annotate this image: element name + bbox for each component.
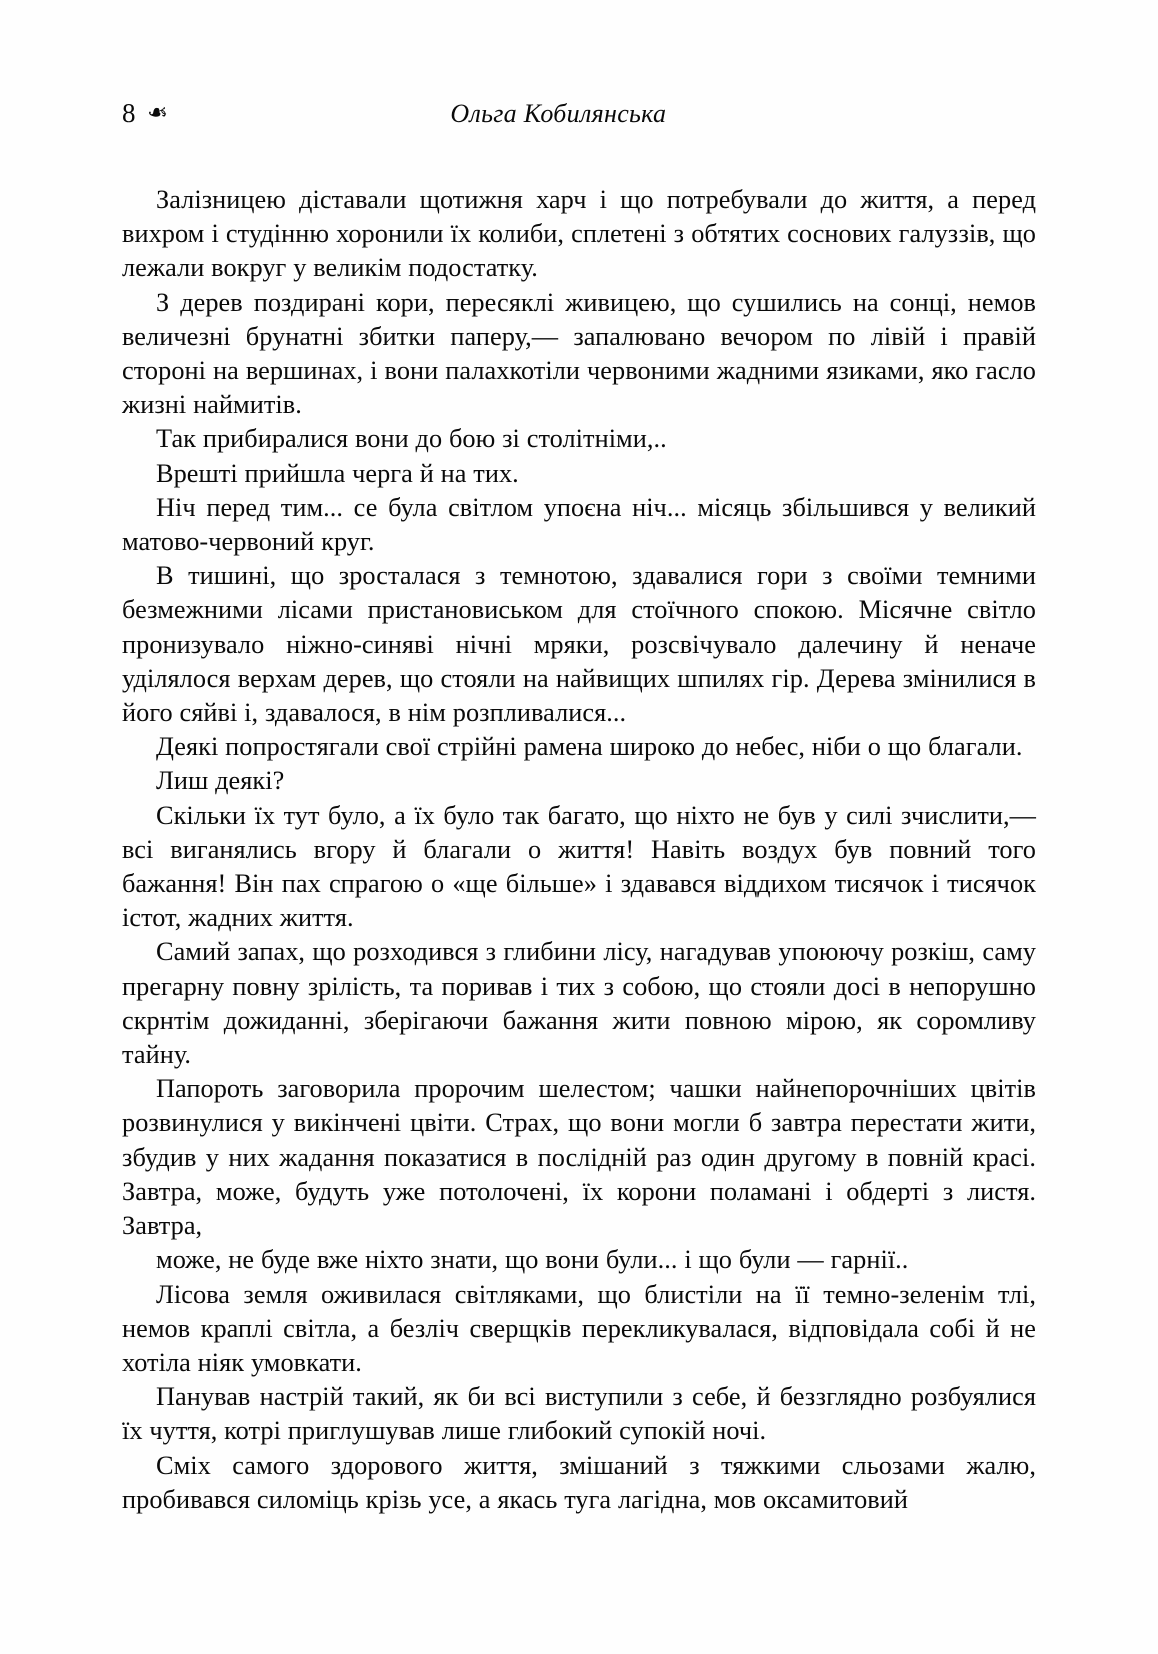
paragraph: Папороть заговорила пророчим шелестом; чашки найнепорочніших цвітів розвинулися у викінчені цвіти. Страх, що вони могли б завтра перестати жити, збудив у них жадання показатися в послідній раз один другому в повній красі. Завтра, може, будуть уже потолочені, їх корони поламані і обдерті з листя. Завтра, (122, 1074, 1036, 1241)
page-number: 8 (122, 98, 136, 128)
paragraph: Деякі попростягали свої стрійні рамена широко до небес, ніби о що благали. (156, 732, 1023, 762)
paragraph: Лісова земля оживилася світляками, що блистіли на її темно-зеленім тлі, немов краплі світла, а безліч сверщків перекликувалася, відповідала собі й не хотіла ніяк умовкати. (122, 1279, 1036, 1377)
folio-group (122, 100, 168, 127)
paragraph: Ніч перед тим... се була світлом упоєна ніч... місяць збільшився у великий матово-червоний круг. (122, 492, 1036, 557)
running-title: Ольга Кобилянська (450, 99, 667, 128)
paragraph: Скільки їх тут було, а їх було так багато, що ніхто не був у силі зчислити,— всі виганялись вгору й благали о життя! Навіть воздух був повний того бажання! Він пах спрагою о «ще більше» і здавався віддихом тисячок і тисячок істот, жадних життя. (122, 800, 1036, 933)
running-head (122, 100, 1035, 140)
fleuron-ornament-icon: ❧ (146, 100, 168, 127)
paragraph: Самий запах, що розходився з глибини лісу, нагадував упоюючу розкіш, саму прегарну повну зрілість, та поривав і тих з собою, що стояли досі в непорушно скрнтім дожиданні, зберігаючи бажання жити повною мірою, як соромливу тайну. (122, 937, 1036, 1070)
paragraph: Лиш деякі? (156, 766, 285, 796)
paragraph: Сміх самого здорового життя, змішаний з тяжкими сльозами жалю, пробивався силоміць крізь усе, а якась туга лагідна, мов оксамитовий (122, 1450, 1036, 1514)
paragraph: Залізницею діставали щотижня харч і що потребували до життя, а перед вихром і студінню хоронили їх колиби, сплетені з обтятих соснових галуззів, що лежали вокруг у великім подостатку. (122, 185, 1036, 283)
body-textblock (122, 183, 1036, 1517)
paragraph: В тишині, що зросталася з темнотою, здавалися гори з своїми темними безмежними лісами пристановиськом для стоїчного спокою. Місячне світло пронизувало ніжно-синяві нічні мряки, розсвічувало далечину й неначе уділялося верхам дерев, що стояли на найвищих шпилях гір. Дерева змінилися в його сяйві і, здавалося, в нім розпливалися... (122, 561, 1036, 728)
paragraph: Панував настрій такий, як би всі виступили з себе, й беззглядно розбуялися їх чуття, котрі приглушував лише глибокий супокій ночі. (122, 1382, 1036, 1446)
paragraph: З дерев поздирані кори, пересяклі живицею, що сушились на сонці, немов величезні брунатні збитки паперу,— запалювано вечором по лівій і правій стороні на вершинах, і вони палахкотіли червоними жадними язиками, яко гасло жизні наймитів. (122, 287, 1036, 420)
paragraph: Так прибиралися вони до бою зі столітніми,.. (156, 424, 667, 454)
paragraph: Врешті прийшла черга й на тих. (156, 458, 519, 488)
paragraph: може, не буде вже ніхто знати, що вони були... і що були — гарнії.. (156, 1245, 909, 1275)
